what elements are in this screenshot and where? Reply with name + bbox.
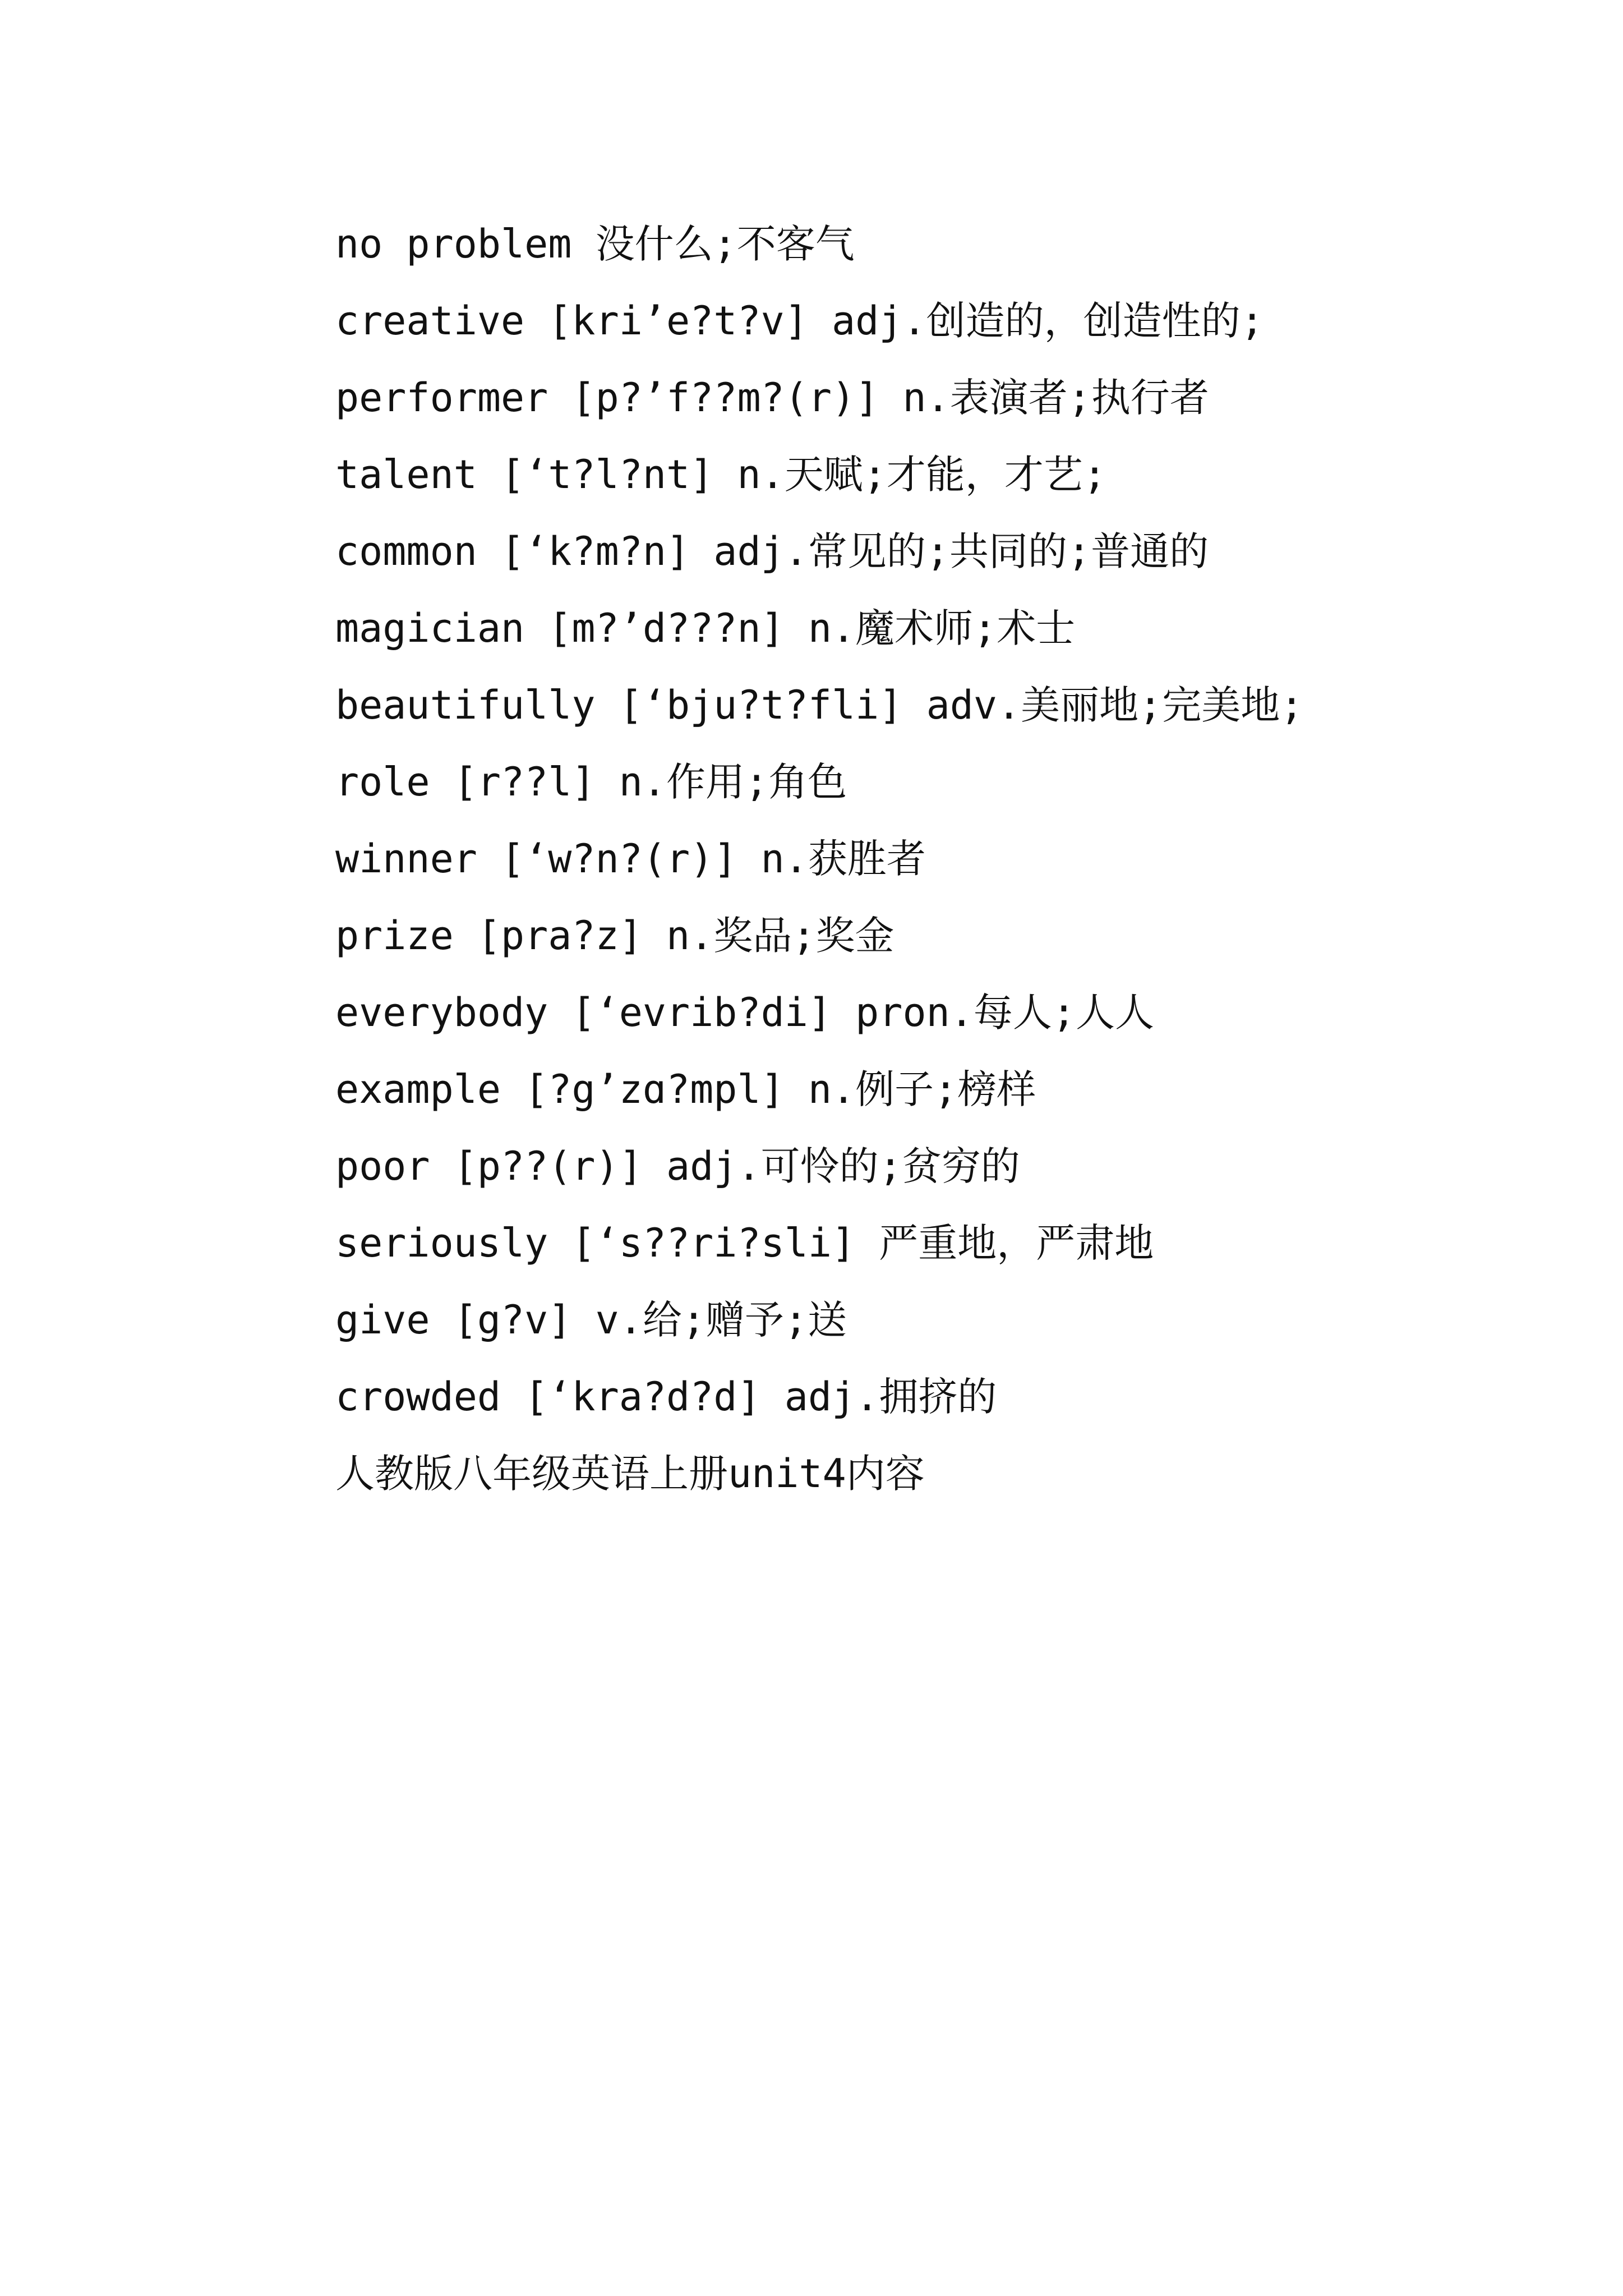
vocab-line: prize [pra?z] n.奖品;奖金: [335, 913, 895, 959]
vocabulary-list: [335, 216, 1513, 1522]
vocab-line: crowded [‘kra?d?d] adj.拥挤的: [335, 1374, 997, 1420]
vocab-line: no problem 没什么;不客气: [335, 221, 855, 267]
vocab-line: winner [‘w?n?(r)] n.获胜者: [335, 836, 926, 882]
vocab-line: common [‘k?m?n] adj.常见的;共同的;普通的: [335, 528, 1209, 574]
vocab-line: role [r??l] n.作用;角色: [335, 759, 847, 805]
vocab-line: example [?g’zɑ?mpl] n.例子;榜样: [335, 1066, 1036, 1112]
vocab-line: poor [p??(r)] adj.可怜的;贫穷的: [335, 1143, 1020, 1189]
footer-caption: 人教版八年级英语上册unit4内容: [335, 1451, 925, 1497]
vocab-line: beautifully [‘bju?t?fli] adv.美丽地;完美地;: [335, 682, 1304, 728]
vocab-line: give [g?v] v.给;赠予;送: [335, 1297, 847, 1343]
vocab-line: creative [kri’e?t?v] adj.创造的，创造性的;: [335, 298, 1264, 344]
vocab-line: seriously [‘s??ri?sli] 严重地，严肃地: [335, 1220, 1154, 1266]
vocab-line: everybody [‘evrib?di] pron.每人;人人: [335, 990, 1155, 1036]
vocab-line: performer [p?’f??m?(r)] n.表演者;执行者: [335, 375, 1209, 421]
vocab-line: magician [m?’d???n] n.魔术师;术士: [335, 605, 1076, 651]
vocab-line: talent [‘t?l?nt] n.天赋;才能，才艺;: [335, 452, 1107, 498]
